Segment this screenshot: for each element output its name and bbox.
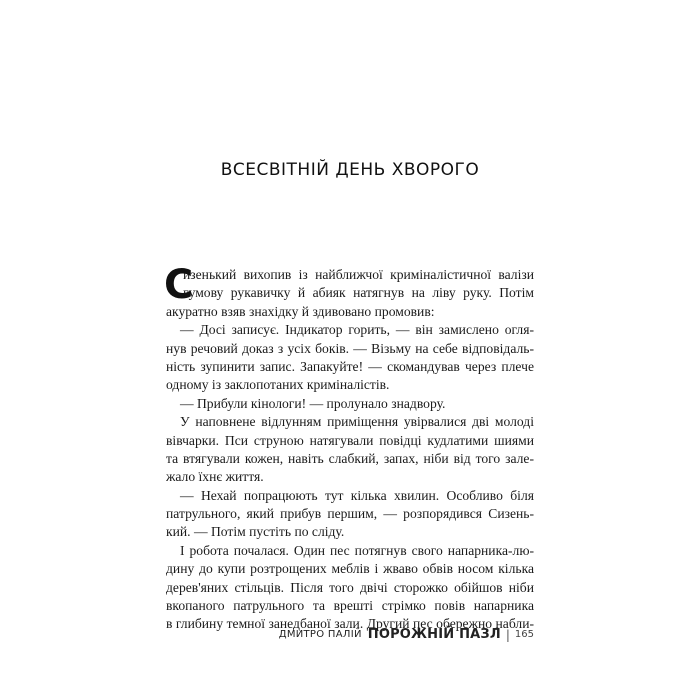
text-line: вівчарки. Пси струною натягували повідці кудлатими шиями — [166, 432, 534, 448]
text-line: ність зупинити запис. Запакуйте! — скомандував через плече — [166, 358, 534, 374]
text-line: акуратно взяв знахідку й здивовано промовив: — [166, 303, 435, 319]
footer-book-title: ПОРОЖНІЙ ПАЗЛ — [367, 627, 501, 642]
text-line: — Нехай попрацюють тут кілька хвилин. Особливо біля — [180, 487, 534, 503]
text-line: в глибину темної занедбаної зали. Другий пес обережно набли- — [166, 616, 534, 632]
drop-cap: С — [164, 262, 194, 308]
running-footer — [279, 627, 534, 642]
page-number: 165 — [514, 629, 534, 640]
text-line: жало їхнє життя. — [166, 469, 264, 485]
footer-author: ДМИТРО ПАЛІЙ — [278, 629, 362, 640]
text-line: та втягували кожен, навіть слабкий, запах, ніби від того зале- — [166, 450, 534, 466]
text-line: У наповнене відлунням приміщення увірвалися дві молоді — [180, 414, 534, 430]
text-line: дерев'яних стільців. Після того двічі сторожко обійшов ніби — [166, 579, 534, 595]
body-text — [164, 262, 534, 634]
text-line: патрульного, який прибув першим, — розпорядився Сизень- — [166, 506, 534, 522]
text-line: одному із заклопотаних криміналістів. — [166, 377, 390, 393]
text-line: — Прибули кінологи! — пролунало знадвору. — [180, 395, 446, 411]
text-line: изенький вихопив із найближчої криміналістичної валізи — [183, 267, 534, 282]
text-line: дину до купи розтрощених меблів і жваво обвів носом кілька — [166, 561, 534, 577]
text-line: кий. — Потім пустіть по сліду. — [166, 524, 345, 540]
chapter-title: ВСЕСВІТНІЙ ДЕНЬ ХВОРОГО — [220, 160, 480, 180]
text-line: І робота почалася. Один пес потягнув свого напарника-лю- — [180, 542, 534, 558]
text-line: — Досі записує. Індикатор горить, — він замислено огля- — [180, 322, 534, 338]
text-line: гумову рукавичку й абияк натягнув на ліву руку. Потім — [183, 285, 534, 301]
footer-separator: | — [505, 627, 510, 642]
text-line: нув речовий доказ з усіх боків. — Візьму на себе відповідаль- — [166, 340, 534, 356]
text-line: вкопаного патрульного та врешті стрімко повів напарника — [166, 598, 534, 614]
